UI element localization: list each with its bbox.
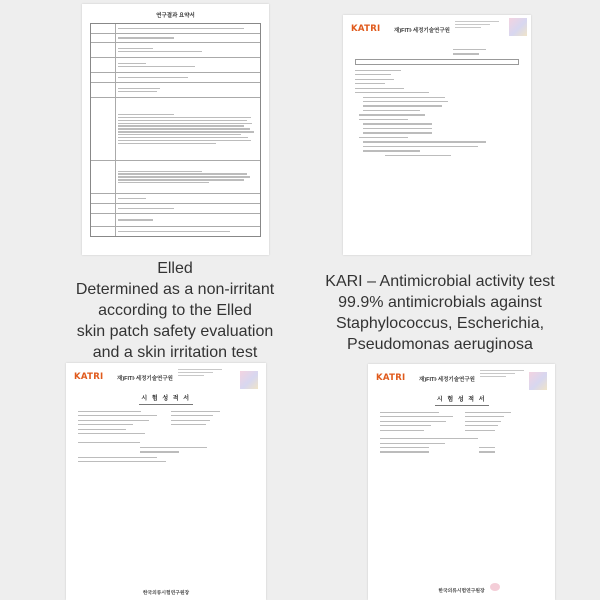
certification-stamp (529, 372, 547, 390)
document-header (368, 364, 555, 388)
certification-stamp (509, 18, 527, 36)
certification-stamp (240, 371, 258, 389)
katri-logo: KATRI (351, 24, 381, 34)
elled-summary-document (82, 4, 269, 255)
address-block (455, 21, 499, 30)
katri-test-report-document-2 (368, 364, 555, 600)
document-header (66, 363, 266, 387)
elled-caption: Elled Determined as a non-irritant according to the Elled skin patch safety evaluation and a skin irritation test (75, 260, 275, 361)
issuer-name: 한국의류시험연구원장 (438, 589, 485, 594)
institute-name: 재)FITI·세정기술연구원 (419, 377, 475, 383)
summary-table (90, 23, 261, 237)
header-bar (355, 59, 519, 65)
report-body (380, 412, 543, 456)
official-seal (490, 583, 500, 591)
address-block (178, 369, 222, 378)
institute-name: 재)FITI·세정기술연구원 (394, 28, 450, 34)
report-title: 시 험 성 적 서 (141, 396, 191, 402)
katri-logo: KATRI (74, 372, 104, 382)
document-title: 연구결과 요약서 (156, 13, 195, 19)
issuer-name: 한국의류시험연구원장 (142, 591, 190, 596)
katri-antimicrobial-document (343, 15, 531, 255)
report-number (453, 49, 519, 55)
institute-name: 재)FITI·세정기술연구원 (117, 376, 173, 382)
address-block (480, 370, 524, 379)
document-header (343, 15, 531, 39)
kari-caption: KARI – Antimicrobial activity test 99.9% antimicrobials against Staphylococcus, Escherichia, Pseudomonas aeruginosa (325, 273, 555, 353)
report-title: 시 험 성 적 서 (436, 397, 487, 403)
report-body (78, 411, 254, 463)
katri-test-report-document (66, 363, 266, 600)
katri-logo: KATRI (376, 373, 406, 383)
report-body (355, 70, 519, 157)
